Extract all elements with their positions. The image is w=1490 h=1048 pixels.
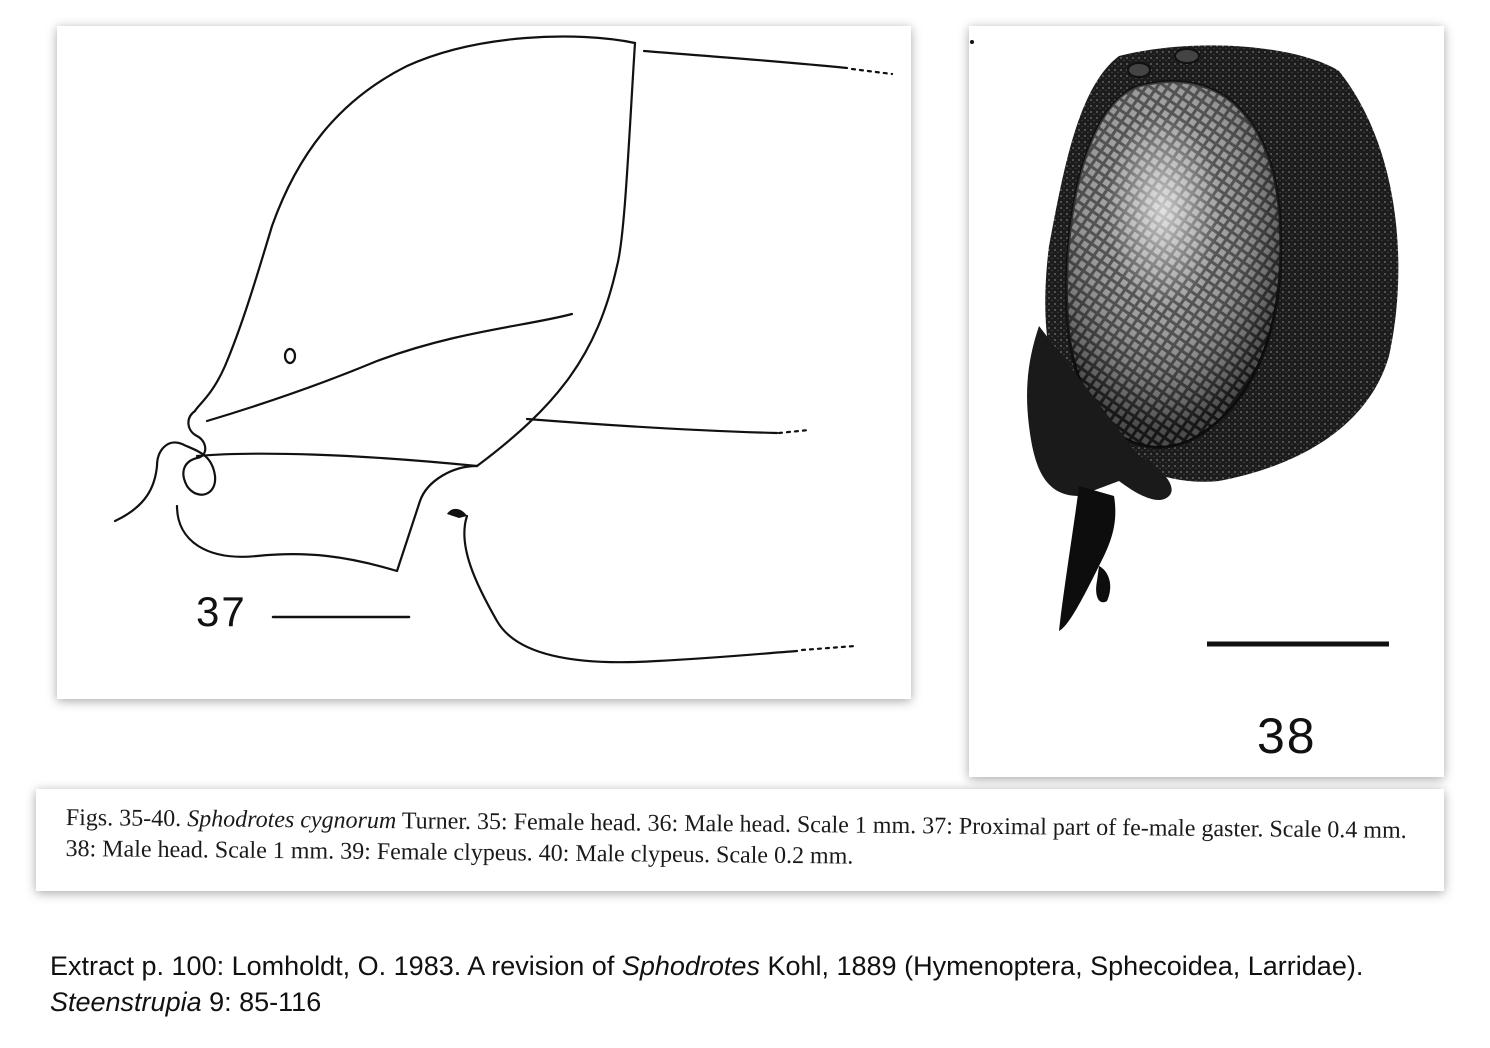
figure-38-panel bbox=[969, 26, 1444, 777]
citation-journal: Steenstrupia bbox=[50, 987, 202, 1017]
sternite-upper bbox=[197, 454, 477, 466]
citation-prefix: Extract p. 100: Lomholdt, O. 1983. A revision of bbox=[50, 951, 615, 981]
lower-sternite-dots bbox=[802, 646, 855, 650]
citation-middle: Kohl, 1889 (Hymenoptera, Sphecoidea, Larridae). bbox=[767, 951, 1364, 981]
upper-margin bbox=[644, 51, 847, 68]
figure-38-label: 38 bbox=[1257, 708, 1317, 764]
citation-genus: Sphodrotes bbox=[621, 951, 760, 981]
petiole-hook bbox=[115, 411, 215, 521]
tergite-outline bbox=[195, 37, 635, 411]
second-segment-dots bbox=[779, 430, 809, 433]
caption-body: Turner. 35: Female head. 36: Male head. Scale 1 mm. 37: Proximal part of fe-male gaster. Scale 0.4 mm. 38: Male head. Scale 1 mm. 39: Female clypeus. 40: Male clypeus. Scale 0.2 mm. bbox=[65, 808, 1407, 870]
ocellus bbox=[1128, 63, 1150, 77]
spiracle bbox=[285, 349, 295, 363]
tergite-rear-edge bbox=[477, 43, 635, 466]
caption-figs: Figs. 35-40. bbox=[65, 804, 182, 833]
figure-38-drawing bbox=[969, 26, 1444, 777]
sternite-tooth bbox=[447, 509, 467, 518]
second-segment-line bbox=[527, 419, 777, 433]
citation-suffix: 9: 85-116 bbox=[209, 987, 322, 1017]
figure-37-label: 37 bbox=[196, 588, 247, 635]
figure-caption bbox=[65, 803, 1434, 878]
lower-sternite bbox=[464, 516, 797, 662]
tergite-inner-curve bbox=[207, 314, 572, 421]
figure-caption-panel bbox=[36, 789, 1444, 891]
palp bbox=[1096, 566, 1110, 602]
source-citation bbox=[50, 948, 1470, 1020]
ocellus bbox=[1175, 49, 1199, 63]
figure-37-panel bbox=[57, 26, 911, 699]
upper-margin-dots bbox=[852, 69, 892, 74]
figure-37-drawing bbox=[57, 26, 911, 699]
sternite-lower bbox=[177, 466, 477, 571]
caption-species: Sphodrotes cygnorum bbox=[187, 806, 397, 835]
mandible bbox=[1059, 486, 1115, 631]
